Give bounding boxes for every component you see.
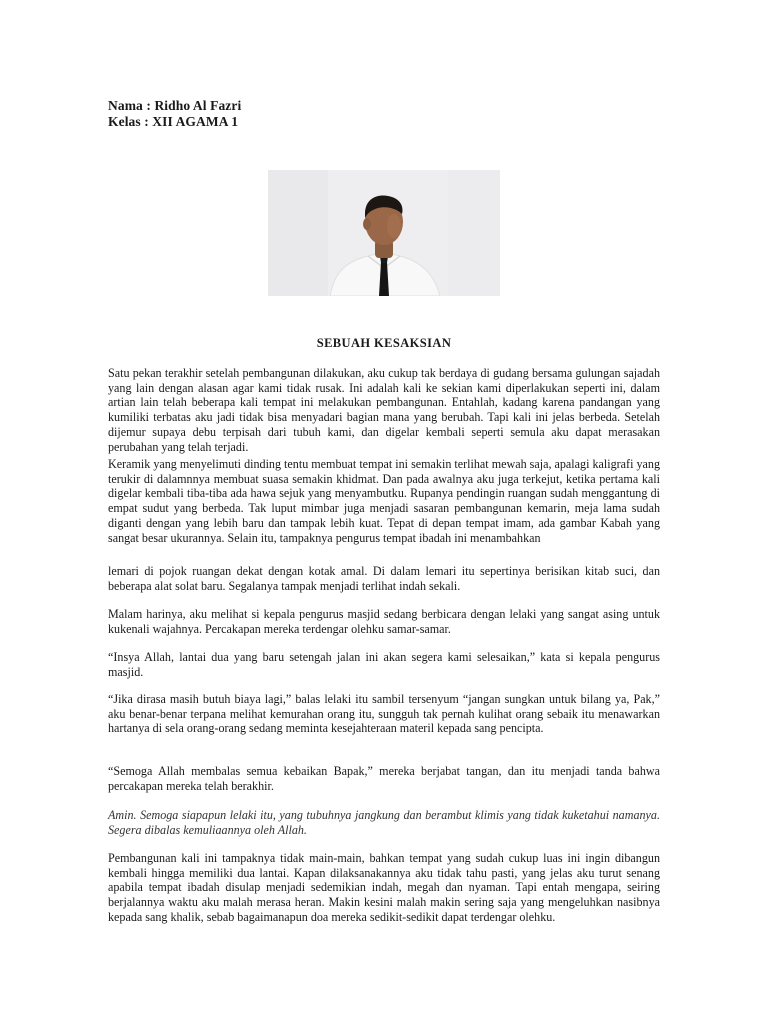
paragraph-1: Satu pekan terakhir setelah pembangunan dilakukan, aku cukup tak berdaya di gudang bersama gulungan sajadah yang lain dengan alasan agar kami tidak rusak. Ini adalah kali ke sekian kami diperlakukan seperti ini, dalam artian lain telah beberapa kali tempat ini melakukan pembangunan. Entahlah, kadang karena pandangan yang kumiliki terbatas aku jadi tidak bisa menyadari bagian mana yang berubah. Tapi kali ini jelas berbeda. Setelah dijemur supaya debu terpisah dari tubuh kami, dan digelar kembali seperti semula aku dapat merasakan perubahan yang telah terjadi.: [108, 366, 660, 454]
paragraph-2: Keramik yang menyelimuti dinding tentu membuat tempat ini semakin terlihat mewah saja, apalagi kaligrafi yang terukir di dalamnnya membuat suasa semakin khidmat. Dan pada awalnya aku juga terkejut, ketika pertama kali digelar kembali tiba-tiba ada hawa sejuk yang menyambutku. Rupanya pendingin ruangan sudah menggantung di empat sudut yang berbeda. Tak luput mimbar juga menjadi sasaran pembangunan kemarin, meja lama sudah diganti dengan yang lebih baru dan tampak lebih kuat. Tepat di depan tempat imam, ada gambar Kabah yang sangat besar ukurannya. Selain itu, tampaknya pengurus tempat ibadah ini menambahkan: [108, 457, 660, 545]
paragraph-7: “Semoga Allah membalas semua kebaikan Bapak,” mereka berjabat tangan, dan itu menjadi tanda bahwa percakapan mereka telah berakhir.: [108, 764, 660, 793]
student-class-line: Kelas : XII AGAMA 1: [108, 114, 239, 129]
paragraph-4: Malam harinya, aku melihat si kepala pengurus masjid sedang berbicara dengan lelaki yang sangat asing untuk kukenali wajahnya. Percakapan mereka terdengar olehku samar-samar.: [108, 607, 660, 636]
document-title: SEBUAH KESAKSIAN: [316, 336, 452, 350]
paragraph-5: “Insya Allah, lantai dua yang baru setengah jalan ini akan segera kami selesaikan,” kata si kepala pengurus masjid.: [108, 650, 660, 679]
author-photo: [268, 170, 500, 296]
paragraph-9: Pembangunan kali ini tampaknya tidak main-main, bahkan tempat yang sudah cukup luas ini ingin dibangun kembali hingga memiliki dua lantai. Kapan dilaksanakannya aku tidak tahu pasti, yang jelas aku turut senang apabila tempat ibadah disulap menjadi sedemikian indah, megah dan nyaman. Tapi entah mengapa, seiring berjalannya waktu aku malah merasa heran. Makin kesini malah makin sering saja yang mengeluhkan nasibnya kepada sang khalik, sebab bagaimanapun doa mereka sedikit-sedikit dapat terdengar olehku.: [108, 851, 660, 924]
student-name-line: Nama : Ridho Al Fazri: [108, 98, 242, 113]
paragraph-3: lemari di pojok ruangan dekat dengan kotak amal. Di dalam lemari itu sepertinya berisikan kitab suci, dan beberapa alat solat baru. Segalanya tampak menjadi terlihat indah sekali.: [108, 564, 660, 593]
paragraph-6: “Jika dirasa masih butuh biaya lagi,” balas lelaki itu sambil tersenyum “jangan sungkan untuk bilang ya, Pak,” aku benar-benar terpana melihat kemurahan orang itu, sungguh tak pernah kulihat orang sebaik itu menawarkan hartanya di sela orang-orang sedang meminta kesejahteraan materil kepada sang pencipta.: [108, 692, 660, 736]
paragraph-8-italic: Amin. Semoga siapapun lelaki itu, yang tubuhnya jangkung dan berambut klimis yang tidak kuketahui namanya. Segera dibalas kemuliaannya oleh Allah.: [108, 808, 660, 837]
